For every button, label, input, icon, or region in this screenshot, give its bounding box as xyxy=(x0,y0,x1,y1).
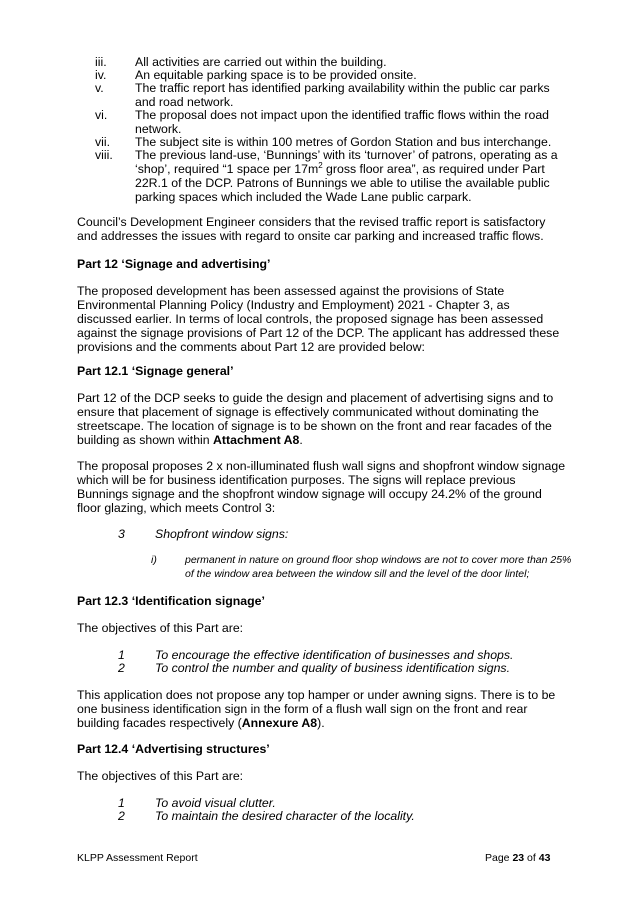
list-number: v. xyxy=(95,81,104,95)
list-number: vii. xyxy=(95,135,111,149)
list-item-text: An equitable parking space is to be provided onsite. xyxy=(135,68,417,82)
objective-number: 2 xyxy=(118,661,125,675)
footer-report-name: KLPP Assessment Report xyxy=(77,852,198,864)
control-title: Shopfront window signs: xyxy=(155,527,289,541)
list-number: iv. xyxy=(95,68,107,82)
footer-page-number: Page 23 of 43 xyxy=(485,852,551,864)
paragraph-part-12: The proposed development has been assessed against the provisions of State Environmental Planning Policy (Industry and Employment) 2021 - Chapter 3, as discussed earlier. In terms of local controls, the proposed signage has been assessed against the signage provisions of Part 12 of the DCP. The applicant has addressed these provisions and the comments about Part 12 are provided below: xyxy=(77,284,560,354)
paragraph-part-12-1: Part 12 of the DCP seeks to guide the design and placement of advertising signs and to ensure that placement of signage is effectively communicated without dominating the streetscape. The location of signage is to be shown on the front and rear facades of the building as shown within Attachment A8. xyxy=(77,391,554,447)
paragraph-engineer: Council’s Development Engineer considers that the revised traffic report is satisfactory and addresses the issues with regard to onsite car parking and increased traffic flows. xyxy=(77,215,546,243)
annexure-reference: Annexure A8 xyxy=(241,716,318,730)
list-number: viii. xyxy=(95,148,113,162)
paragraph-proposal: The proposal proposes 2 x non-illuminated flush wall signs and shopfront window signage which will be for business identification purposes. The signs will replace previous Bunnings signage and the shopfront window signage will occupy 24.2% of the ground floor glazing, which meets Control 3: xyxy=(77,459,566,515)
objectives-intro: The objectives of this Part are: xyxy=(77,769,244,783)
heading-part-12: Part 12 ‘Signage and advertising’ xyxy=(77,257,271,271)
attachment-reference: Attachment A8 xyxy=(213,433,300,447)
control-sub-number: i) xyxy=(151,554,157,566)
objective-number: 2 xyxy=(118,809,125,823)
objective-text: To maintain the desired character of the locality. xyxy=(155,809,415,823)
objective-text: To avoid visual clutter. xyxy=(155,796,276,810)
objective-text: To encourage the effective identification of businesses and shops. xyxy=(155,648,514,662)
list-item-text: The previous land-use, ‘Bunnings’ with its ‘turnover’ of patrons, operating as a ‘shop’, required “1 space per $17m^2$ gross floor area”, as required under Part 22R.1 of the DCP. Patrons of Bunnings we able to utilise the available public parking spaces which included the Wade Lane public carpark. xyxy=(135,148,558,204)
objective-number: 1 xyxy=(118,648,125,662)
list-item-text: All activities are carried out within the building. xyxy=(135,55,387,69)
heading-part-12-1: Part 12.1 ‘Signage general’ xyxy=(77,364,234,378)
heading-part-12-4: Part 12.4 ‘Advertising structures’ xyxy=(77,742,270,756)
list-item-text: The subject site is within 100 metres of Gordon Station and bus interchange. xyxy=(135,135,552,149)
list-item-text: The traffic report has identified parking availability within the public car parks and road network. xyxy=(135,81,550,109)
control-sub-text: permanent in nature on ground floor shop windows are not to cover more than 25% of the window area between the window sill and the level of the door lintel; xyxy=(185,554,572,580)
paragraph-application: This application does not propose any top hamper or under awning signs. There is to be one business identification sign in the form of a flush wall sign on the front and rear building facades respectively (Annexure A8). xyxy=(77,688,556,730)
list-item-text: The proposal does not impact upon the identified traffic flows within the road network. xyxy=(135,108,550,136)
heading-part-12-3: Part 12.3 ‘Identification signage’ xyxy=(77,594,265,608)
list-number: vi. xyxy=(95,108,108,122)
objectives-intro: The objectives of this Part are: xyxy=(77,621,244,635)
objective-text: To control the number and quality of business identification signs. xyxy=(155,661,511,675)
control-number: 3 xyxy=(118,527,125,541)
objective-number: 1 xyxy=(118,796,125,810)
list-number: iii. xyxy=(95,55,107,69)
